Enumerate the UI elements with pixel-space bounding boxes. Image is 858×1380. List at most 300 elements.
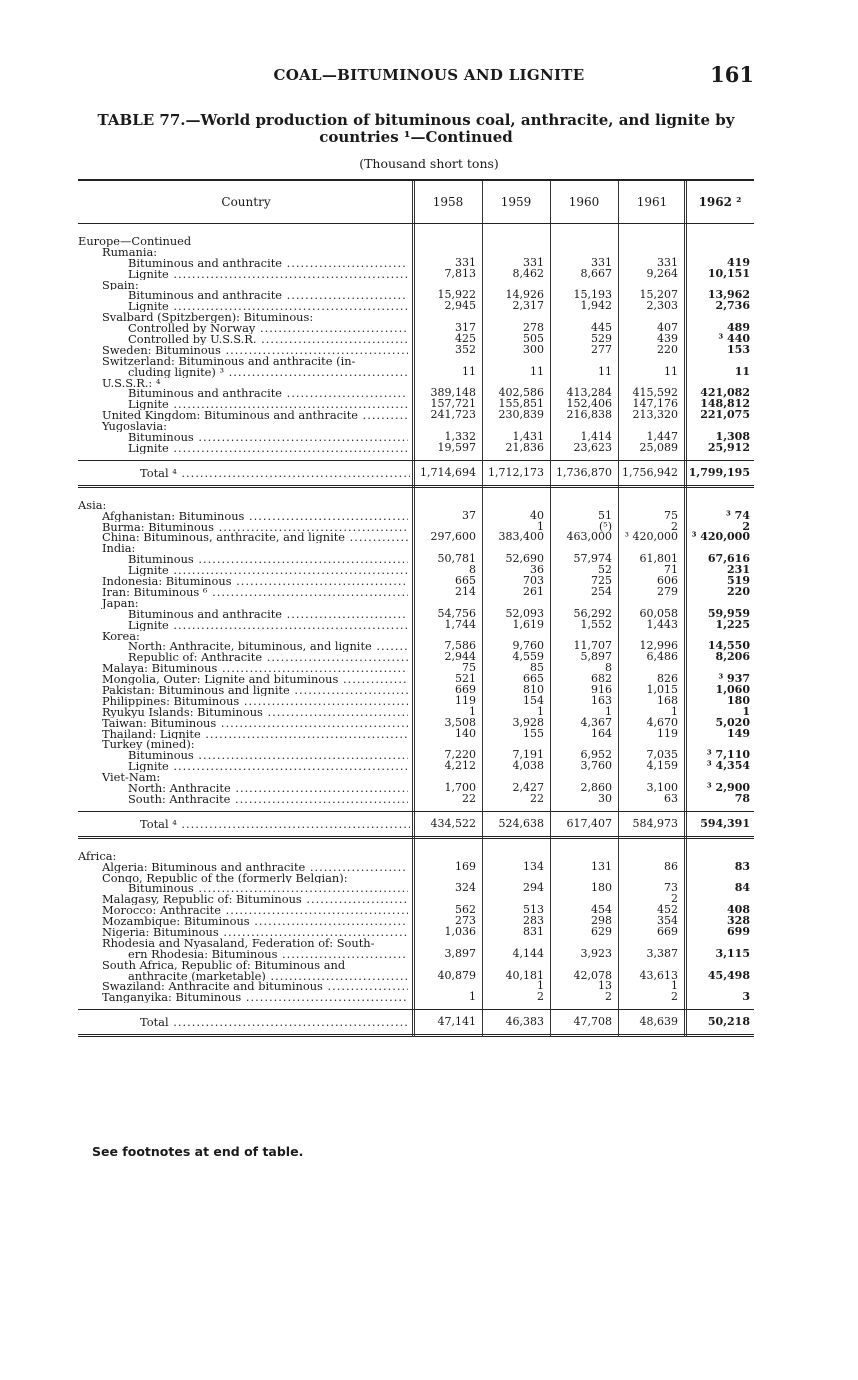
cell-value: ³ 420,000 [624, 530, 678, 544]
cell-value: 11 [734, 364, 750, 378]
table-row [78, 323, 754, 334]
cell-value: 1 [537, 979, 544, 993]
cell-value: 4,367 [580, 715, 612, 729]
cell-value: 1 [537, 519, 544, 533]
cell-value: 4,159 [646, 759, 678, 773]
cell-value: 331 [455, 255, 476, 269]
cell-value: 25,089 [639, 440, 678, 454]
cell-value: 180 [591, 881, 612, 895]
cell-value: 261 [523, 584, 544, 598]
cell-value: 7,586 [444, 639, 476, 653]
row-label: Afghanistan: Bituminous ..... [78, 511, 408, 522]
cell-value: 383,400 [498, 530, 544, 544]
table-row [78, 791, 754, 805]
row-label: Mozambique: Bituminous ..... [78, 916, 408, 927]
cell-value: 1,308 [715, 430, 750, 444]
caption-line-1: TABLE 77.—World production of bituminous coal, anthracite, and lignite by [97, 111, 735, 129]
cell-value: 1,036 [444, 924, 476, 938]
col-header-1958: 1958 [432, 195, 464, 209]
row-label: Rhodesia and Nyasaland, Federation of: South- [102, 937, 375, 949]
cell-value: 213,320 [632, 408, 678, 422]
cell-value: 3,115 [715, 946, 750, 960]
cell-value: 8 [605, 661, 612, 675]
table-row [78, 266, 754, 280]
table-row [78, 715, 754, 729]
cell-value: 669 [455, 682, 476, 696]
total-label: Total ⁴ ..... [140, 812, 410, 836]
row-label: Nigeria: Bituminous ..... [78, 927, 408, 938]
cell-value: 1,744 [444, 617, 476, 631]
total-row [78, 812, 754, 836]
row-label: Bituminous ..... [78, 432, 408, 443]
row-label: China: Bituminous, anthracite, and lignite ..... [78, 532, 408, 543]
cell-value: 7,813 [444, 266, 476, 280]
table-row [78, 508, 754, 522]
cell-value: 452 [657, 903, 678, 917]
row-label: Mongolia, Outer: Lignite and bituminous ..... [78, 674, 408, 685]
cell-value: 1 [742, 704, 750, 718]
cell-value: 826 [657, 672, 678, 686]
row-label: Spain: [102, 279, 139, 291]
cell-value: 131 [591, 859, 612, 873]
cell-value: 354 [657, 914, 678, 928]
cell-value: 521 [455, 672, 476, 686]
cell-value: 84 [734, 881, 750, 895]
cell-value: 352 [455, 342, 476, 356]
cell-value: 52,093 [505, 606, 544, 620]
cell-value: 2 [537, 990, 544, 1004]
cell-value: 40,181 [505, 968, 544, 982]
cell-value: 11 [462, 364, 476, 378]
cell-value: 331 [657, 255, 678, 269]
table-row [78, 968, 754, 982]
cell-value: 1 [469, 990, 476, 1004]
section-heading-label: Asia: [78, 499, 107, 511]
row-label: Bituminous ..... [78, 554, 408, 565]
table-row [78, 584, 754, 598]
row-label: cluding lignite) ³ ..... [78, 367, 408, 378]
row-label: Indonesia: Bituminous ..... [78, 576, 408, 587]
cell-value: 180 [727, 693, 750, 707]
total-value: 524,638 [498, 816, 544, 830]
table-row [78, 565, 754, 576]
cell-value: 2 [671, 892, 678, 906]
row-label: Algeria: Bituminous and anthracite ..... [78, 862, 408, 873]
running-head [0, 62, 858, 90]
row-label: Lignite ..... [78, 443, 408, 454]
total-value: 1,756,942 [622, 465, 678, 479]
cell-value: 10,151 [707, 266, 750, 280]
cell-value: 463,000 [566, 530, 612, 544]
cell-value: 73 [664, 881, 678, 895]
cell-value: 11,707 [573, 639, 612, 653]
table-row [78, 859, 754, 873]
cell-value: 277 [591, 342, 612, 356]
cell-value: 408 [727, 903, 750, 917]
cell-value: 1 [605, 704, 612, 718]
row-label: Malagasy, Republic of: Bituminous ..... [78, 894, 408, 905]
cell-value: ³ 937 [718, 672, 750, 686]
cell-value: 1 [671, 979, 678, 993]
table-row [78, 342, 754, 356]
cell-value: 15,922 [437, 288, 476, 302]
cell-value: 5,020 [715, 715, 750, 729]
cell-value: 2,944 [444, 650, 476, 664]
total-value: 1,714,694 [420, 465, 476, 479]
page-number: 161 [710, 62, 754, 87]
cell-value: 9,760 [512, 639, 544, 653]
section-heading-label: Europe—Continued [78, 236, 192, 247]
table-row [78, 247, 754, 258]
cell-value: 1,942 [580, 299, 612, 313]
table-row [78, 905, 754, 916]
cell-value: 9,264 [646, 266, 678, 280]
cell-value: 13,962 [707, 288, 750, 302]
cell-value: 283 [523, 914, 544, 928]
table-row [78, 726, 754, 740]
table-units: (Thousand short tons) [359, 156, 499, 171]
cell-value: 241,723 [430, 408, 476, 422]
col-header-country: Country [221, 195, 271, 209]
cell-value: 119 [657, 726, 678, 740]
cell-value: 164 [591, 726, 612, 740]
cell-value: 421,082 [700, 386, 750, 400]
row-label: Japan: [102, 597, 139, 609]
total-label: Total ..... [140, 1010, 410, 1034]
table-row [78, 440, 754, 454]
section-heading-label: Africa: [78, 850, 117, 862]
cell-value: 37 [462, 508, 476, 522]
cell-value: 8 [469, 563, 476, 577]
row-label: Burma: Bituminous ..... [78, 522, 408, 533]
cell-value: 78 [734, 791, 750, 805]
row-label: Controlled by Norway ..... [78, 323, 408, 334]
cell-value: 1,414 [580, 430, 612, 444]
cell-value: 214 [455, 584, 476, 598]
row-label: South: Anthracite ..... [78, 794, 408, 805]
cell-value: 916 [591, 682, 612, 696]
total-value: 434,522 [430, 816, 476, 830]
cell-value: 40,879 [437, 968, 476, 982]
cell-value: 2 [671, 519, 678, 533]
cell-value: 1,447 [646, 430, 678, 444]
cell-value: 725 [591, 574, 612, 588]
row-label: Bituminous and anthracite ..... [78, 388, 408, 399]
cell-value: 402,586 [498, 386, 544, 400]
cell-value: 6,952 [580, 748, 612, 762]
table-row [78, 780, 754, 794]
cell-value: 513 [523, 903, 544, 917]
cell-value: 2,303 [646, 299, 678, 313]
table-row [78, 301, 754, 312]
table-header [78, 181, 754, 224]
cell-value: 86 [664, 859, 678, 873]
cell-value: 703 [523, 574, 544, 588]
total-value: 1,712,173 [488, 465, 544, 479]
row-label: Svalbard (Spitzbergen): Bituminous: [102, 312, 314, 324]
cell-value: 519 [727, 574, 750, 588]
total-row [78, 461, 754, 485]
total-label: Total ⁴ ..... [140, 461, 410, 485]
table-row [78, 761, 754, 772]
cell-value: 3,897 [444, 946, 476, 960]
row-label: Yugoslavia: [102, 421, 168, 433]
table-row [78, 693, 754, 707]
cell-value: 8,462 [512, 266, 544, 280]
cell-value: 216,838 [566, 408, 612, 422]
cell-value: 425 [455, 332, 476, 346]
cell-value: 45,498 [707, 968, 750, 982]
row-label: Korea: [102, 630, 140, 642]
cell-value: 22 [462, 791, 476, 805]
row-label: U.S.S.R.: ⁴ [102, 377, 161, 389]
cell-value: 331 [591, 255, 612, 269]
section-heading [78, 851, 754, 862]
cell-value: 140 [455, 726, 476, 740]
cell-value: 297,600 [430, 530, 476, 544]
cell-value: 1,015 [646, 682, 678, 696]
cell-value: 1,443 [646, 617, 678, 631]
row-label: Lignite ..... [78, 565, 408, 576]
row-label: Tanganyika: Bituminous ..... [78, 992, 408, 1003]
cell-value: 3,923 [580, 946, 612, 960]
cell-value: 505 [523, 332, 544, 346]
table-caption [78, 112, 754, 146]
cell-value: 61,801 [639, 552, 678, 566]
cell-value: 119 [455, 693, 476, 707]
cell-value: 14,550 [707, 639, 750, 653]
row-label: Rumania: [102, 246, 158, 258]
row-label: Pakistan: Bituminous and lignite ..... [78, 685, 408, 696]
cell-value: 42,078 [573, 968, 612, 982]
cell-value: 2 [742, 519, 750, 533]
cell-value: 273 [455, 914, 476, 928]
cell-value: ³ 440 [718, 332, 750, 346]
cell-value: 168 [657, 693, 678, 707]
cell-value: 1,431 [512, 430, 544, 444]
cell-value: 324 [455, 881, 476, 895]
cell-value: 1 [469, 704, 476, 718]
cell-value: 147,176 [632, 397, 678, 411]
cell-value: 221,075 [700, 408, 750, 422]
cell-value: 220 [727, 584, 750, 598]
cell-value: 489 [727, 321, 750, 335]
row-label: North: Anthracite, bituminous, and lignite ..... [78, 641, 408, 652]
table-row [78, 981, 754, 992]
row-label: North: Anthracite ..... [78, 783, 408, 794]
row-label: Ryukyu Islands: Bituminous ..... [78, 707, 408, 718]
table-row [78, 617, 754, 631]
cell-value: 3,760 [580, 759, 612, 773]
cell-value: 8,667 [580, 266, 612, 280]
col-header-1962: 1962 ² [698, 195, 742, 209]
cell-value: 2,427 [512, 780, 544, 794]
cell-value: 279 [657, 584, 678, 598]
table-row [78, 873, 754, 884]
row-label: Bituminous ..... [78, 750, 408, 761]
table-row [78, 992, 754, 1003]
cell-value: 1,700 [444, 780, 476, 794]
total-value: 1,799,195 [688, 465, 750, 479]
cell-value: 40 [530, 508, 544, 522]
cell-value: 2 [605, 990, 612, 1004]
cell-value: 1,552 [580, 617, 612, 631]
table-row [78, 410, 754, 421]
cell-value: 59,959 [707, 606, 750, 620]
row-label: ern Rhodesia: Bituminous ..... [78, 949, 408, 960]
cell-value: 1,060 [715, 682, 750, 696]
table-row [78, 924, 754, 938]
row-label: Taiwan: Bituminous ..... [78, 718, 408, 729]
cell-value: 85 [530, 661, 544, 675]
table-body [78, 224, 754, 1037]
row-label: Sweden: Bituminous ..... [78, 345, 408, 356]
total-row [78, 1010, 754, 1034]
table-row [78, 334, 754, 345]
cell-value: 3,508 [444, 715, 476, 729]
cell-value: 413,284 [566, 386, 612, 400]
cell-value: 21,836 [505, 440, 544, 454]
cell-value: 254 [591, 584, 612, 598]
cell-value: 328 [727, 914, 750, 928]
cell-value: 25,912 [707, 440, 750, 454]
cell-value: 11 [598, 364, 612, 378]
table-row [78, 312, 754, 323]
cell-value: 810 [523, 682, 544, 696]
cell-value: 629 [591, 924, 612, 938]
cell-value: 52 [598, 563, 612, 577]
cell-value: 3 [742, 990, 750, 1004]
row-label: Lignite ..... [78, 620, 408, 631]
production-table [78, 179, 754, 1037]
total-value: 617,407 [566, 816, 612, 830]
table-row [78, 364, 754, 378]
row-label: Iran: Bituminous ⁶ ..... [78, 587, 408, 598]
cell-value: 407 [657, 321, 678, 335]
cell-value: 331 [523, 255, 544, 269]
row-label: Switzerland: Bituminous and anthracite (in- [102, 355, 356, 367]
cell-value: 220 [657, 342, 678, 356]
cell-value: 149 [727, 726, 750, 740]
cell-value: 2,945 [444, 299, 476, 313]
cell-value: 699 [727, 924, 750, 938]
table-row [78, 894, 754, 905]
cell-value: 5,897 [580, 650, 612, 664]
row-label: Congo, Republic of the (formerly Belgian): [102, 872, 348, 884]
row-label: Bituminous and anthracite ..... [78, 258, 408, 269]
cell-value: 19,597 [437, 440, 476, 454]
col-header-1960: 1960 [568, 195, 600, 209]
total-value: 48,639 [639, 1015, 678, 1029]
cell-value: 22 [530, 791, 544, 805]
cell-value: 75 [462, 661, 476, 675]
cell-value: 152,406 [566, 397, 612, 411]
cell-value: 682 [591, 672, 612, 686]
cell-value: 83 [734, 859, 750, 873]
cell-value: 278 [523, 321, 544, 335]
cell-value: 300 [523, 342, 544, 356]
cell-value: 4,212 [444, 759, 476, 773]
row-label: India: [102, 543, 136, 555]
cell-value: 154 [523, 693, 544, 707]
cell-value: 75 [664, 508, 678, 522]
cell-value: 7,191 [512, 748, 544, 762]
cell-value: 52,690 [505, 552, 544, 566]
row-label: Lignite ..... [78, 301, 408, 312]
cell-value: 454 [591, 903, 612, 917]
row-label: South Africa, Republic of: Bituminous and [102, 959, 346, 971]
table-row [78, 916, 754, 927]
row-label: Malaya: Bituminous ..... [78, 663, 408, 674]
cell-value: 4,144 [512, 946, 544, 960]
cell-value: 294 [523, 881, 544, 895]
table-row [78, 576, 754, 587]
cell-value: 4,670 [646, 715, 678, 729]
cell-value: 50,781 [437, 552, 476, 566]
cell-value: 23,623 [573, 440, 612, 454]
cell-value: (⁵) [599, 519, 612, 533]
table-row [78, 663, 754, 674]
cell-value: 3,100 [646, 780, 678, 794]
cell-value: 14,926 [505, 288, 544, 302]
cell-value: 415,592 [632, 386, 678, 400]
cell-value: 13 [598, 979, 612, 993]
cell-value: 15,207 [639, 288, 678, 302]
cell-value: 230,839 [498, 408, 544, 422]
cell-value: 665 [455, 574, 476, 588]
col-header-1959: 1959 [500, 195, 532, 209]
cell-value: 134 [523, 859, 544, 873]
cell-value: 6,486 [646, 650, 678, 664]
cell-value: 4,559 [512, 650, 544, 664]
cell-value: 3,928 [512, 715, 544, 729]
row-label: Swaziland: Anthracite and bituminous ..... [78, 981, 408, 992]
cell-value: 2,860 [580, 780, 612, 794]
cell-value: 317 [455, 321, 476, 335]
cell-value: 1,332 [444, 430, 476, 444]
caption-line-2: countries ¹—Continued [319, 128, 513, 146]
cell-value: 7,035 [646, 748, 678, 762]
row-label: Lignite ..... [78, 761, 408, 772]
row-label: Morocco: Anthracite ..... [78, 905, 408, 916]
cell-value: 1,619 [512, 617, 544, 631]
cell-value: 419 [727, 255, 750, 269]
total-value: 50,218 [707, 1015, 750, 1029]
cell-value: 298 [591, 914, 612, 928]
cell-value: 2 [671, 990, 678, 1004]
cell-value: 665 [523, 672, 544, 686]
cell-value: 71 [664, 563, 678, 577]
cell-value: 831 [523, 924, 544, 938]
cell-value: 1,225 [715, 617, 750, 631]
row-label: Lignite ..... [78, 269, 408, 280]
table-row [78, 356, 754, 367]
cell-value: 30 [598, 791, 612, 805]
cell-value: 56,292 [573, 606, 612, 620]
cell-value: 15,193 [573, 288, 612, 302]
table-row [78, 652, 754, 663]
cell-value: 148,812 [700, 397, 750, 411]
cell-value: 157,721 [430, 397, 476, 411]
cell-value: 169 [455, 859, 476, 873]
cell-value: 529 [591, 332, 612, 346]
table-row [78, 946, 754, 960]
cell-value: 1 [537, 704, 544, 718]
cell-value: 4,038 [512, 759, 544, 773]
cell-value: ³ 74 [726, 508, 750, 522]
row-label: Turkey (mined): [102, 739, 195, 751]
row-label: Bituminous ..... [78, 883, 408, 894]
